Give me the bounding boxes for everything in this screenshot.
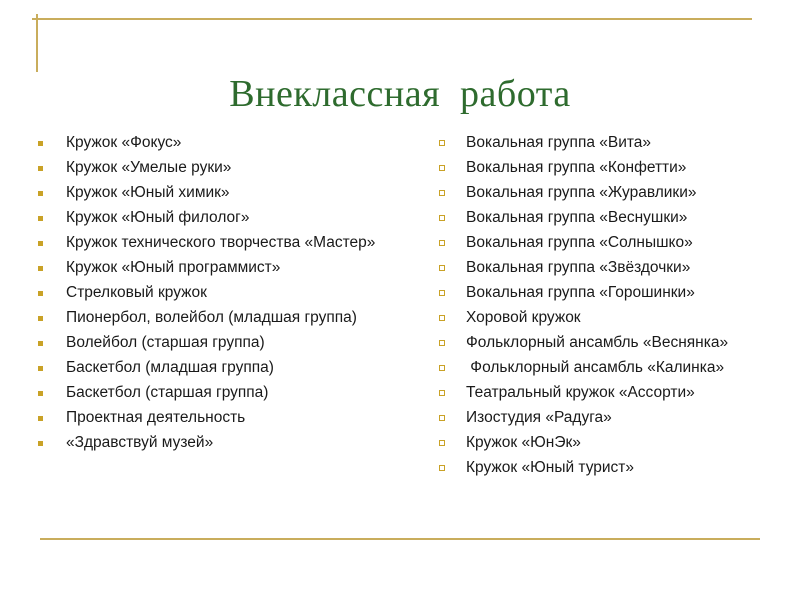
list-item-label: Фольклорный ансамбль «Калинка» [466,359,725,376]
list-item [36,330,375,355]
list-item-label: Изостудия «Радуга» [466,409,612,426]
list-item-label: Вокальная группа «Звёздочки» [466,259,691,276]
list-item-label: «Здравствуй музей» [66,434,214,451]
list-item-label: Фольклорный ансамбль «Веснянка» [466,334,729,351]
list-item [436,280,728,305]
list-item [36,230,375,255]
list-item [436,430,728,455]
list-item-label: Вокальная группа «Журавлики» [466,184,697,201]
list-item-label: Стрелковый кружок [66,284,207,301]
list-item [436,205,728,230]
hollow-square-bullet-icon [439,290,445,296]
list-item-label: Баскетбол (старшая группа) [66,384,269,401]
hollow-square-bullet-icon [439,390,445,396]
square-bullet-icon [38,391,43,396]
square-bullet-icon [38,166,43,171]
list-item-label: Кружок «Юный химик» [66,184,230,201]
left-activity-list [36,130,375,455]
list-item-label: Кружок «Юный филолог» [66,209,250,226]
list-item [36,305,375,330]
square-bullet-icon [38,341,43,346]
square-bullet-icon [38,316,43,321]
list-item-label: Пионербол, волейбол (младшая группа) [66,309,357,326]
hollow-square-bullet-icon [439,215,445,221]
list-item-label: Кружок «Юный турист» [466,459,635,476]
list-item [36,205,375,230]
list-item [36,355,375,380]
frame-left-line [36,14,38,72]
square-bullet-icon [38,366,43,371]
list-item-label: Вокальная группа «Веснушки» [466,209,688,226]
list-item-label: Кружок «ЮнЭк» [466,434,581,451]
list-item [436,180,728,205]
list-item-label: Театральный кружок «Ассорти» [466,384,695,401]
frame-bottom-line [40,538,760,540]
hollow-square-bullet-icon [439,165,445,171]
square-bullet-icon [38,266,43,271]
list-item [436,130,728,155]
square-bullet-icon [38,441,43,446]
square-bullet-icon [38,216,43,221]
list-item [36,180,375,205]
list-item [36,405,375,430]
hollow-square-bullet-icon [439,415,445,421]
list-item [36,255,375,280]
list-item-label: Кружок технического творчества «Мастер» [66,234,376,251]
hollow-square-bullet-icon [439,240,445,246]
list-item-label: Кружок «Умелые руки» [66,159,232,176]
hollow-square-bullet-icon [439,265,445,271]
hollow-square-bullet-icon [439,340,445,346]
hollow-square-bullet-icon [439,440,445,446]
list-item-label: Баскетбол (младшая группа) [66,359,274,376]
list-item [436,305,728,330]
list-item-label: Вокальная группа «Горошинки» [466,284,695,301]
list-item-label: Вокальная группа «Конфетти» [466,159,687,176]
square-bullet-icon [38,191,43,196]
list-item-label: Кружок «Юный программист» [66,259,281,276]
list-item-label: Вокальная группа «Солнышко» [466,234,693,251]
slide-title: Внеклассная работа [229,73,571,115]
list-item [436,255,728,280]
hollow-square-bullet-icon [439,190,445,196]
list-item [436,355,728,380]
square-bullet-icon [38,291,43,296]
square-bullet-icon [38,141,43,146]
list-item [436,380,728,405]
list-item [436,405,728,430]
list-item [36,130,375,155]
hollow-square-bullet-icon [439,140,445,146]
right-activity-list [436,130,728,480]
list-item-label: Вокальная группа «Вита» [466,134,652,151]
hollow-square-bullet-icon [439,315,445,321]
list-item-label: Волейбол (старшая группа) [66,334,265,351]
list-item [36,155,375,180]
list-item-label: Кружок «Фокус» [66,134,182,151]
list-item [436,155,728,180]
list-item [36,430,375,455]
frame-top-line [32,18,752,20]
list-item-label: Проектная деятельность [66,409,246,426]
hollow-square-bullet-icon [439,465,445,471]
square-bullet-icon [38,416,43,421]
list-item [436,455,728,480]
list-item [436,230,728,255]
list-item-label: Хоровой кружок [466,309,581,326]
hollow-square-bullet-icon [439,365,445,371]
list-item [36,380,375,405]
list-item [36,280,375,305]
list-item [436,330,728,355]
square-bullet-icon [38,241,43,246]
